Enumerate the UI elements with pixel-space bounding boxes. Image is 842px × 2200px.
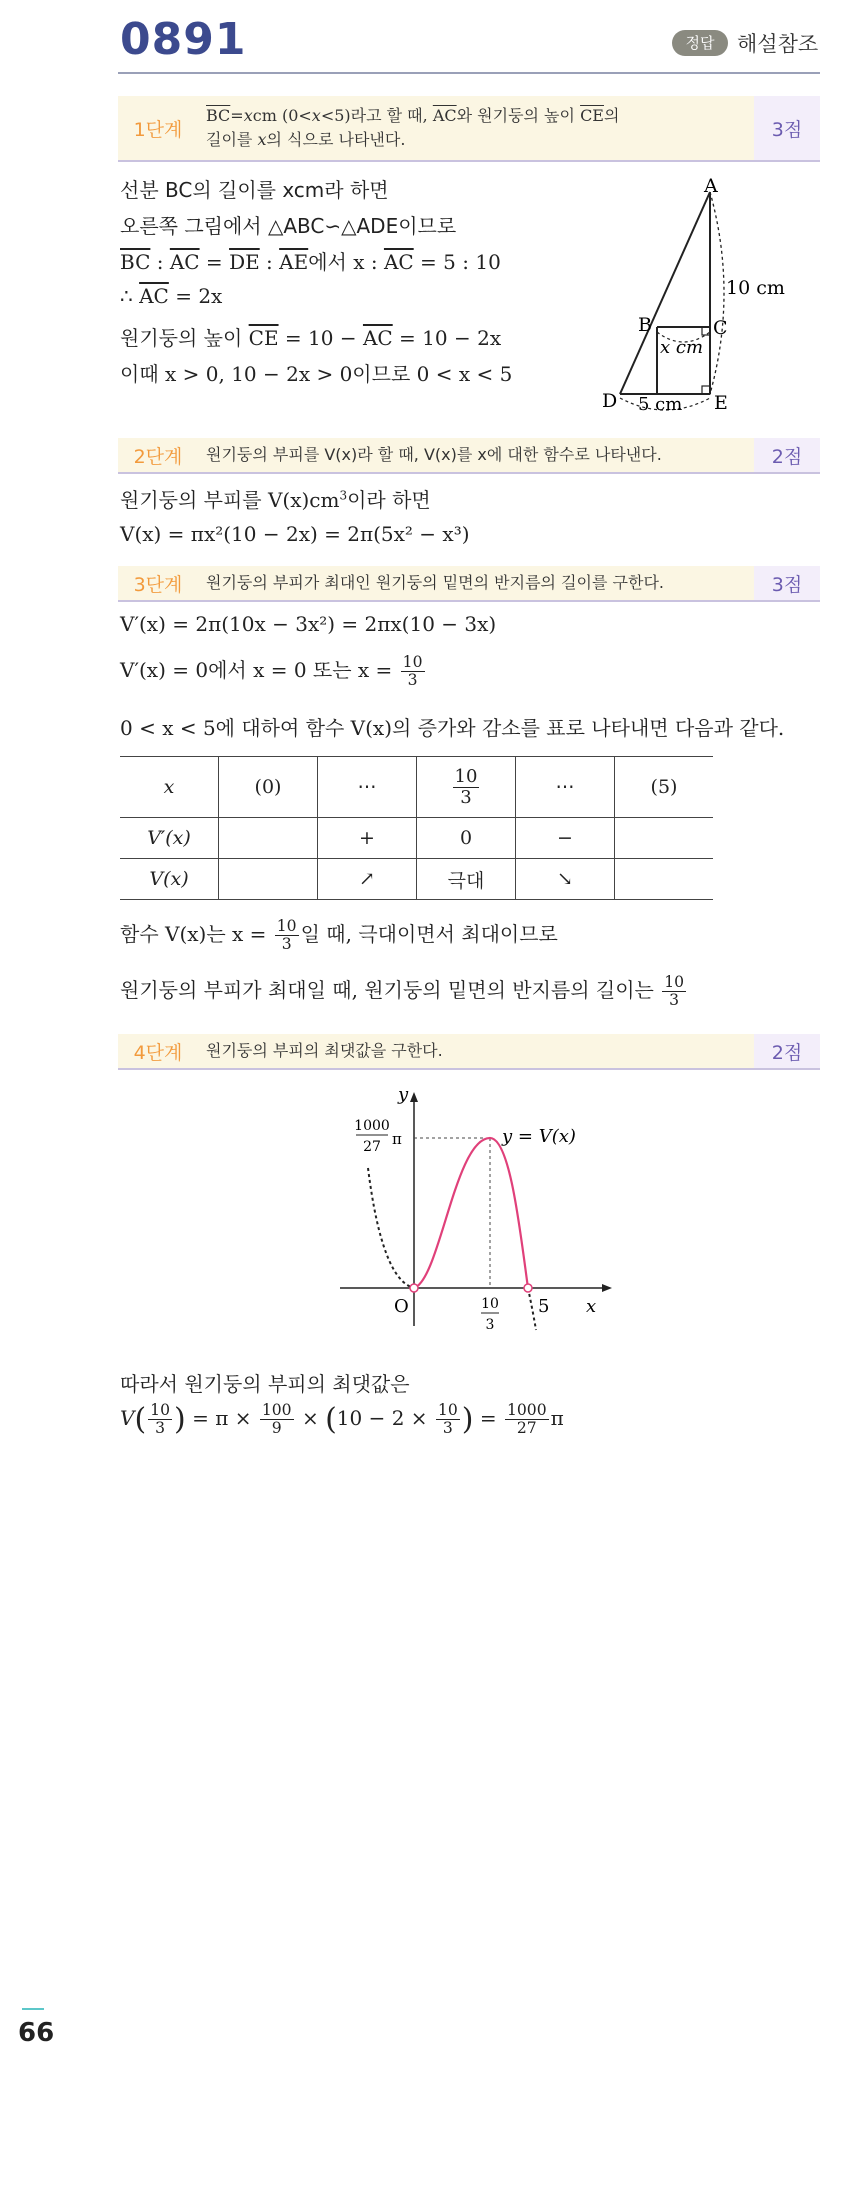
step1-line3 [120,246,501,275]
text: <5)라고 할 때, [320,106,433,125]
seg-bc: $\overline{BC}$ [206,106,231,125]
fraction-10-3 [436,1402,460,1437]
paren: ) [174,1402,186,1438]
fraction-1000-27 [505,1402,549,1437]
table-cell [219,818,318,859]
step-2-bar [118,438,820,474]
paren: ( [325,1402,337,1438]
num: 100 [261,1401,292,1419]
eq: = [230,106,244,125]
table-cell: x [120,757,219,818]
label-d: D [602,390,618,412]
seg: $\overline{AC}$ [139,284,169,308]
table-cell: V′(x) [120,818,219,859]
origin-label: O [394,1296,409,1317]
fraction-10-3 [662,974,686,1009]
answer-badge: 정답 [672,30,728,56]
num: 10 [150,1401,171,1419]
y-tick-pi: π [392,1130,402,1148]
t: V [120,1406,135,1431]
t: = [473,1406,503,1431]
paren: ( [134,1402,147,1438]
seg-ac: $\overline{AC}$ [432,106,457,125]
seg-ce: $\overline{CE}$ [580,106,604,125]
text: 길이를 [206,130,258,149]
table-cell [615,859,714,900]
t: 원기둥의 부피를 V(x)cm [120,488,340,512]
table-cell: ⋯ [318,757,417,818]
triangle-figure [580,176,800,416]
var-x: x [243,106,253,125]
step-3-score: 3점 [754,566,820,600]
step4-line1: 따라서 원기둥의 부피의 최댓값은 [120,1372,410,1396]
step3-after1 [120,918,558,953]
table-cell: + [318,818,417,859]
header-rule [118,72,820,74]
t: ∴ [120,284,140,308]
step1-line6: 이때 x > 0, 10 − 2x > 0이므로 0 < x < 5 [120,362,513,386]
curve-right-dashed [528,1288,536,1330]
seg: $\overline{DE}$ [229,250,260,274]
label-xcm: x cm [660,337,704,358]
step-1-bar [118,96,820,162]
fraction-10-3 [148,1402,172,1437]
num: 10 [437,1401,458,1419]
var-x: x [257,130,267,149]
den: 9 [271,1419,282,1438]
t: 일 때, 극대이면서 최대이므로 [300,922,558,947]
table-cell: − [516,818,615,859]
x-tick-five: 5 [538,1296,550,1317]
step-4-text: 원기둥의 부피의 최댓값을 구한다. [206,1041,443,1060]
t: = 10 − 2x [392,326,502,350]
num: 10 [454,765,478,787]
increase-decrease-table [120,756,713,900]
x-tick-den: 3 [485,1317,495,1333]
table-cell [615,818,714,859]
den: 27 [516,1419,537,1438]
den: 3 [442,1419,453,1438]
label-e: E [714,392,728,414]
page-number-mark [22,2008,44,2010]
page-number: 66 [18,2018,55,2048]
table-cell: ↗ [318,859,417,900]
step1-line2: 오른쪽 그림에서 △ABC∽△ADE이므로 [120,214,457,238]
height-brace [710,192,724,394]
num: 10 [276,917,297,935]
den: 3 [407,671,418,690]
y-axis-label: y [398,1084,409,1105]
seg: $\overline{AC}$ [383,250,414,274]
step3-line1: V′(x) = 2π(10x − 3x²) = 2πx(10 − 3x) [120,612,497,636]
step1-line1: 선분 BC의 길이를 xcm라 하면 [120,178,389,202]
step-1-label: 1단계 [133,118,183,141]
den: 3 [155,1419,166,1438]
fraction-10-3 [401,654,425,689]
table-cell: ↘ [516,859,615,900]
y-axis-arrow [410,1092,418,1102]
step-2-text: 원기둥의 부피를 V(x)라 할 때, V(x)를 x에 대한 함수로 나타낸다. [206,445,662,464]
table-cell: ⋯ [516,757,615,818]
t: = 2x [168,284,223,308]
right-angle-c [702,327,710,335]
step4-line2 [120,1402,564,1437]
table-cell [417,757,516,818]
t: V′(x) = 0에서 x = 0 또는 x = [120,658,399,683]
table-cell: 극대 [417,859,516,900]
t: 에서 x : [308,250,384,274]
table-cell [219,859,318,900]
step-1-score: 3점 [754,96,820,160]
table-row [120,757,713,818]
step-4-score: 2점 [754,1034,820,1068]
t: = 10 − [278,326,363,350]
t: = [199,250,230,274]
curve-label: y = V(x) [502,1126,576,1147]
step-3-bar [118,566,820,602]
den: 3 [669,991,680,1010]
sup: 3 [339,488,348,503]
t: π [550,1406,564,1431]
x-tick-num: 10 [481,1296,499,1312]
table-row [120,818,713,859]
t: 함수 V(x)는 x = [120,922,273,947]
step3-line2 [120,654,427,689]
step-1-text [206,96,619,168]
t: : [150,250,170,274]
num: 10 [402,653,423,671]
fraction-10-3 [453,767,480,808]
step-4-label: 4단계 [133,1041,183,1064]
t: 10 − 2 × [336,1406,434,1431]
t: : [259,250,280,274]
step2-line1 [120,484,431,513]
step2-line2: V(x) = πx²(10 − 2x) = 2π(5x² − x³) [120,522,470,546]
text: 와 원기둥의 높이 [456,106,581,125]
right-angle-e [702,386,710,394]
num: 10 [664,973,685,991]
text: 의 [603,106,620,125]
fraction-10-3 [275,918,299,953]
num: 1000 [506,1401,547,1419]
seg: $\overline{AC}$ [362,326,393,350]
t: = π × [185,1406,258,1431]
seg: $\overline{CE}$ [248,326,279,350]
seg: $\overline{BC}$ [120,250,151,274]
answer-reference: 해설참조 [737,32,819,56]
den: 3 [460,786,472,808]
fraction-100-9 [260,1402,294,1437]
label-height: 10 cm [726,277,785,299]
step-4-bar [118,1034,820,1070]
step3-line3: 0 < x < 5에 대하여 함수 V(x)의 증가와 감소를 표로 나타내면 다음과 같다. [120,716,785,740]
t: × [295,1406,326,1431]
x-axis-arrow [602,1284,612,1292]
step-3-label: 3단계 [133,573,183,596]
label-c: C [713,317,728,339]
problem-number: 0891 [120,14,247,65]
table-cell: V(x) [120,859,219,900]
x-axis-label: x [586,1296,597,1317]
step3-after2 [120,974,688,1009]
t: 원기둥의 높이 [120,326,249,350]
t: 원기둥의 부피가 최대일 때, 원기둥의 밑면의 반지름의 길이는 [120,978,661,1003]
label-b: B [638,314,652,336]
t: 이라 하면 [347,488,431,512]
table-cell: 0 [417,818,516,859]
table-cell: (5) [615,757,714,818]
y-tick-den: 27 [363,1139,381,1155]
step-2-score: 2점 [754,438,820,472]
label-base: 5 cm [638,394,683,415]
curve-main [414,1138,528,1288]
step1-line4 [120,284,222,308]
den: 3 [281,935,292,954]
label-a: A [704,176,718,197]
step1-line5 [120,322,501,351]
open-point-five [524,1284,532,1292]
table-cell: (0) [219,757,318,818]
volume-graph [330,1080,630,1340]
seg: $\overline{AC}$ [169,250,200,274]
y-tick-num: 1000 [354,1118,390,1134]
var-x: x [311,106,321,125]
seg: $\overline{AE}$ [279,250,309,274]
paren: ) [461,1402,474,1438]
step-2-label: 2단계 [133,445,183,468]
step-3-text: 원기둥의 부피가 최대인 원기둥의 밑면의 반지름의 길이를 구한다. [206,573,665,592]
open-point-origin [410,1284,418,1292]
curve-left-dashed [368,1168,414,1288]
text: cm (0< [252,106,312,125]
table-row [120,859,713,900]
side-ad [620,192,710,394]
text: 의 식으로 나타낸다. [266,130,406,149]
t: = 5 : 10 [413,250,501,274]
